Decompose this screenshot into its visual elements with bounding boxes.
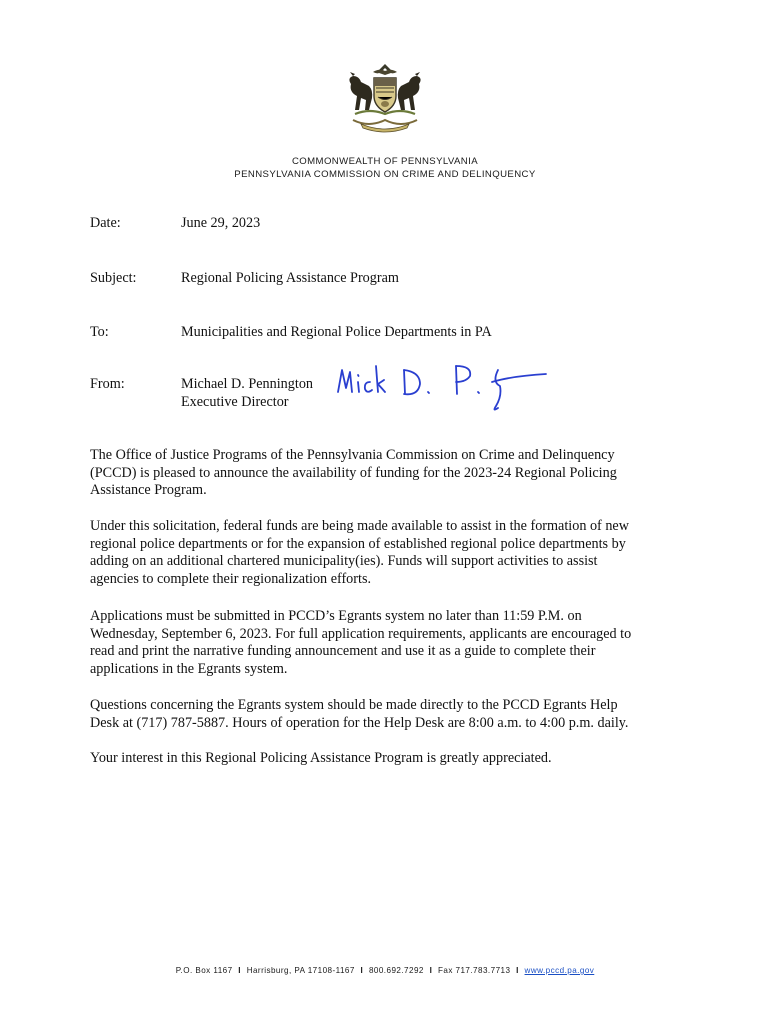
paragraph-line: Assistance Program. [90, 482, 207, 499]
paragraph-line: Wednesday, September 6, 2023. For full application requirements, applicants are encouraged to [90, 625, 632, 642]
date-value: June 29, 2023 [181, 215, 261, 231]
paragraph-line: Your interest in this Regional Policing Assistance Program is greatly appreciated. [90, 750, 552, 766]
paragraph-applications [90, 608, 690, 678]
agency-line-commission: PENNSYLVANIA COMMISSION ON CRIME AND DELINQUENCY [234, 169, 536, 180]
to-value: Municipalities and Regional Police Departments in PA [181, 324, 492, 340]
from-name: Michael D. Pennington [181, 376, 314, 392]
paragraph-line: Questions concerning the Egrants system should be made directly to the PCCD Egrants Help [90, 697, 618, 713]
from-title: Executive Director [181, 394, 289, 410]
subject-label: Subject: [90, 270, 137, 286]
paragraph-solicitation [90, 518, 690, 588]
signature-image [332, 352, 560, 416]
paragraph-line: Under this solicitation, federal funds are being made available to assist in the formation of new [90, 518, 629, 534]
paragraph-line: agencies to complete their regionalization efforts. [90, 570, 372, 587]
paragraph-line: applications in the Egrants system. [90, 660, 288, 677]
paragraph-line: The Office of Justice Programs of the Pennsylvania Commission on Crime and Delinquency [90, 447, 615, 463]
footer-separator: I [429, 966, 433, 975]
agency-line-commonwealth: COMMONWEALTH OF PENNSYLVANIA [291, 156, 479, 167]
footer-separator: I [360, 966, 364, 975]
paragraph-closing [90, 750, 690, 768]
paragraph-line: adding on an additional chartered municipality(ies). Funds will support activities to assist [90, 553, 598, 570]
subject-value: Regional Policing Assistance Program [181, 270, 399, 286]
paragraph-line: read and print the narrative funding announcement and use it as a guide to complete their [90, 643, 596, 660]
footer-city: Harrisburg, PA 17108-1167 [246, 966, 355, 975]
footer-website-link[interactable]: www.pccd.pa.gov [524, 966, 595, 975]
paragraph-line: Applications must be submitted in PCCD’s Egrants system no later than 11:59 P.M. on [90, 608, 582, 624]
footer-separator: I [238, 966, 241, 975]
footer-separator: I [516, 966, 519, 975]
footer-address: P.O. Box 1167 [175, 966, 233, 975]
footer-contact [0, 966, 770, 975]
date-label: Date: [90, 215, 121, 231]
pennsylvania-coat-of-arms-icon [335, 62, 435, 134]
footer-fax: Fax 717.783.7713 [437, 966, 511, 975]
paragraph-announcement [90, 447, 690, 500]
paragraph-help-desk [90, 697, 690, 732]
footer-phone: 800.692.7292 [368, 966, 424, 975]
from-label: From: [90, 376, 125, 392]
paragraph-line: Desk at (717) 787-5887. Hours of operation for the Help Desk are 8:00 a.m. to 4:00 p.m. daily. [90, 714, 629, 731]
paragraph-line: regional police departments or for the expansion of established regional police departments by [90, 535, 626, 552]
paragraph-line: (PCCD) is pleased to announce the availability of funding for the 2023-24 Regional Policing [90, 464, 617, 481]
to-label: To: [90, 324, 109, 340]
